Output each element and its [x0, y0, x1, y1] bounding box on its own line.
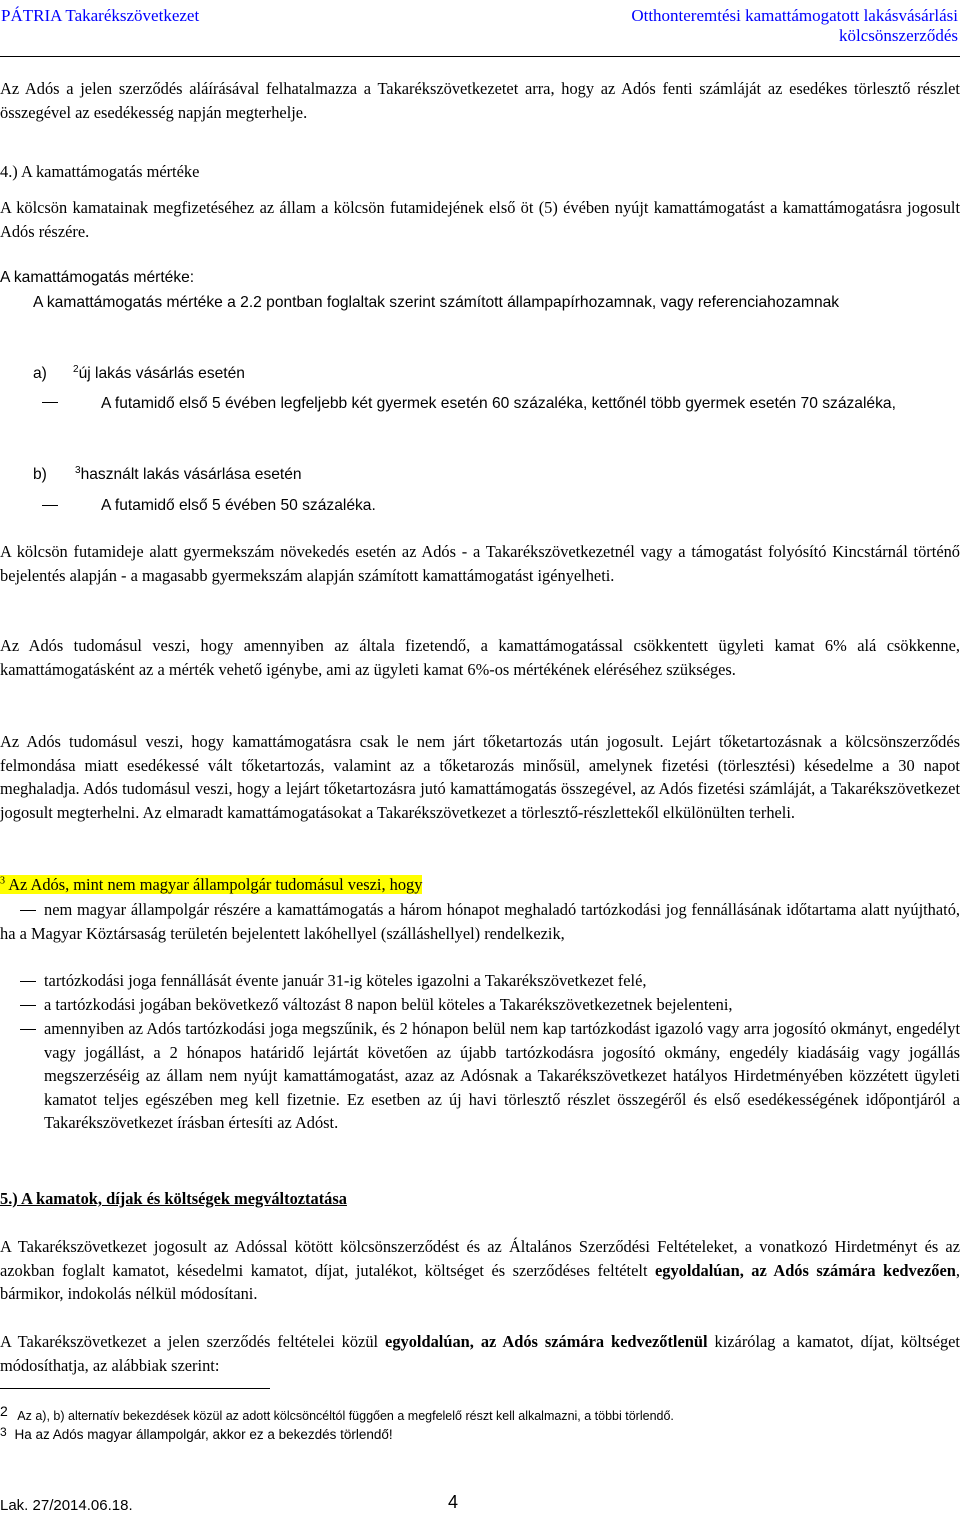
header-title-line1: Otthonteremtési kamattámogatott lakásvásárlási: [631, 6, 958, 25]
section5-heading: 5.) A kamatok, díjak és költségek megváltoztatása: [0, 1189, 347, 1208]
foreign-heading: Az Adós, mint nem magyar állampolgár tudomásul veszi, hogy: [8, 875, 423, 894]
section5-para1-emphasis: egyoldalúan, az Adós számára kedvezően: [655, 1260, 956, 1280]
header-rule: [0, 56, 960, 57]
page-number: 4: [448, 1492, 459, 1512]
item-b-subtext: A futamidő első 5 évében 50 százaléka.: [101, 497, 376, 514]
section4-paragraph3: Az Adós tudomásul veszi, hogy amennyiben az általa fizetendő, a kamattámogatással csökkentett ügyleti kamat 6% alá csökkenne, kamattámogatásként az a mérték vehető igénybe, ami az ügyleti kamat 6%-os mértékének eléréséhez szükséges.: [0, 636, 960, 679]
foreign-item-4-dash: [20, 1029, 36, 1030]
item-b-label: [75, 466, 302, 484]
item-a-footnote-ref: 2: [73, 363, 79, 375]
section4-paragraph4: Az Adós tudomásul veszi, hogy kamattámogatásra csak le nem járt tőketartozás után jogosult. Lejárt tőketartozásnak a kölcsönszerződés felmondása miatt esedékessé vált tőketartozás, valamint az a tőketarozás minősül, amelynek fizetési (törlesztési) késedelme a 30 napot meghaladja. Adós tudomásul veszi, hogy a lejárt tőketartozásra jutó kamattámogatás összegével, az Adós fizetési számláját, a Takarékszövetkezet jogosult megterhelni. Az elmaradt kamattámogatásokat a Takarékszövetkezet a törlesztő-részlettekől elkülönülten terheli.: [0, 732, 960, 822]
footnote-2-text: Az a), b) alternatív bekezdések közül az adott kölcsöncéltól függően a megfelelő részt kell alkalmazni, a többi törlendő.: [17, 1409, 674, 1423]
item-b: [33, 466, 958, 484]
footnote-3-number: 3: [0, 1425, 7, 1439]
header-bank-name: PÁTRIA Takarékszövetkezet: [1, 6, 200, 25]
item-a-dash: [42, 402, 58, 403]
footnote-2-number: 2: [0, 1403, 8, 1419]
section5-paragraph2: A Takarékszövetkezet a jelen szerződés feltételei közül egyoldalúan, az Adós számára kedvezőtlenül kizárólag a kamatot, díjat, költséget módosíthatja, az alábbiak szerint:: [0, 1332, 960, 1375]
item-b-footnote-ref: 3: [75, 464, 81, 476]
item-a-text: új lakás vásárlás esetén: [78, 365, 245, 382]
item-a: [33, 365, 958, 383]
item-a-label: [73, 365, 245, 383]
foreign-item-3: a tartózkodási jogában bekövetkező változást 8 napon belül köteles a Takarékszövetkezetnek bejelenteni,: [44, 995, 733, 1014]
intro-paragraph: Az Adós a jelen szerződés aláírásával felhatalmazza a Takarékszövetkezetet arra, hogy az Adós fenti számláját az esedékes törlesztő részlet összegével az esedékesség napján megterhelje.: [0, 79, 960, 122]
footnote-rule: [0, 1388, 270, 1389]
foreign-item-3-dash: [20, 1005, 36, 1006]
header-title-line2: kölcsönszerződés: [839, 26, 958, 45]
foreign-heading-line: [0, 873, 422, 897]
item-b-dash: [42, 505, 58, 506]
foreign-item-2-dash: [20, 981, 36, 982]
foreign-footnote-ref: 3: [0, 875, 5, 887]
header-contract-title: [538, 6, 958, 46]
item-b-marker: b): [33, 466, 47, 483]
foreign-item-4: amennyiben az Adós tartózkodási joga megszűnik, és 2 hónapon belül nem kap tartózkodást igazoló vagy arra jogosító okmányt, engedélyt vagy jogállást, a 2 hónapos határidő lejártát követően az újabb tartózkodásra jogosító okmány, engedély kiadásáig vagy jogállás megszerzéséig az állam nem nyújt kamattámogatást, azaz az Adósnak a Takarékszövetkezet hatályos Hirdetményében közzétett ügyleti kamatot teljes egészében meg kell fizetnie. Ez esetben az új havi törlesztő részlet összegéről és első esedékességének időpontjáról a Takarékszövetkezet írásban értesíti az Adóst.: [44, 1019, 960, 1132]
footnote-3-text: Ha az Adós magyar állampolgár, akkor ez a bekezdés törlendő!: [14, 1427, 393, 1442]
rate-text: A kamattámogatás mértéke a 2.2 pontban foglaltak szerint számított állampapírhozamnak, vagy referenciahozamnak: [33, 294, 840, 311]
section4-heading: 4.) A kamattámogatás mértéke: [0, 162, 200, 181]
footnote-3: [0, 1425, 960, 1442]
section4-paragraph1: A kölcsön kamatainak megfizetéséhez az állam a kölcsön futamidejének első öt (5) évében nyújt kamattámogatást a kamattámogatásra jogosult Adós részére.: [0, 198, 960, 241]
foreign-heading-highlight: [0, 875, 422, 894]
foreign-item-2: tartózkodási joga fennállását évente január 31-ig köteles igazolni a Takarékszövetkezet felé,: [44, 971, 647, 990]
rate-label: A kamattámogatás mértéke:: [0, 269, 195, 286]
footer-doc-code: Lak. 27/2014.06.18.: [0, 1497, 133, 1514]
foreign-item-1: nem magyar állampolgár részére a kamattámogatás a három hónapot meghaladó tartózkodási jog fennállásának időtartama alatt nyújtható, ha a Magyar Köztársaság területén bejelentett lakóhellyel (szálláshellyel) rendelkezik,: [0, 900, 960, 943]
footnote-2: [0, 1403, 960, 1423]
item-a-subtext: A futamidő első 5 évében legfeljebb két gyermek esetén 60 százaléka, kettőnél több gyermek esetén 70 százaléka,: [101, 395, 896, 412]
item-a-marker: a): [33, 365, 47, 382]
section5-para2-emphasis: egyoldalúan, az Adós számára kedvezőtlenül: [385, 1332, 708, 1351]
section5-paragraph1: A Takarékszövetkezet jogosult az Adóssal kötött kölcsönszerződést és az Általános Szerződési Feltételeket, a vonatkozó Hirdetményt és az azokban foglalt kamatot, késedelmi kamatot, díjat, jutalékot, költséget és szerződéses feltételt egyoldalúan, az Adós számára kedvezően, bármikor, indokolás nélkül módosítani.: [0, 1237, 960, 1303]
section4-paragraph2: A kölcsön futamideje alatt gyermekszám növekedés esetén az Adós - a Takarékszövetkezetnél vagy a támogatást folyósító Kincstárnál történő bejelentés alapján - a magasabb gyermekszám alapján számított kamattámogatást igényelheti.: [0, 542, 960, 585]
item-b-text: használt lakás vásárlása esetén: [80, 466, 302, 483]
